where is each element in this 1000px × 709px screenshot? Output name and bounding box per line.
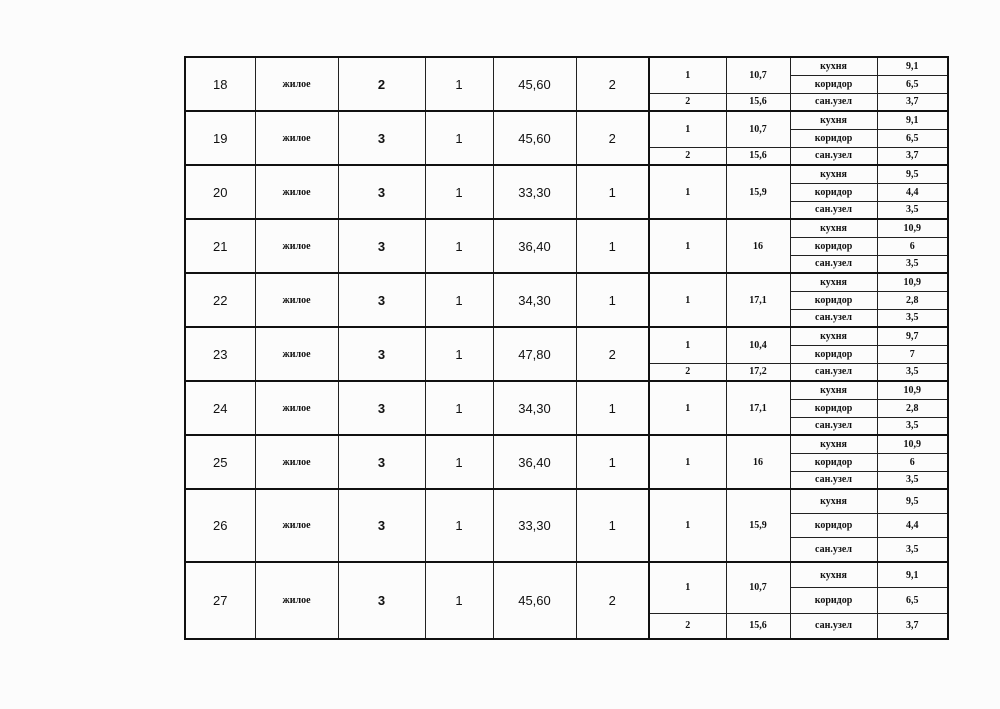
- apartment-row: [185, 435, 948, 489]
- apartment-row: [185, 489, 948, 562]
- living-room-number: 1: [649, 165, 726, 219]
- auxiliary-room-area: 9,1: [877, 57, 948, 75]
- apartment-section: 1: [425, 489, 493, 562]
- auxiliary-room-name: коридор: [790, 513, 877, 537]
- living-room-area: 15,6: [726, 93, 790, 111]
- apartment-row: [185, 219, 948, 273]
- apartment-section: 1: [425, 165, 493, 219]
- apartment-section: 1: [425, 111, 493, 165]
- auxiliary-room-area: 3,5: [877, 363, 948, 381]
- apartment-type: жилое: [255, 57, 338, 111]
- auxiliary-room-area: 9,5: [877, 489, 948, 513]
- auxiliary-room-name: кухня: [790, 381, 877, 399]
- auxiliary-room-area: 3,7: [877, 613, 948, 639]
- apartment-area: 45,60: [493, 562, 576, 639]
- apartment-type: жилое: [255, 165, 338, 219]
- auxiliary-room-area: 3,7: [877, 147, 948, 165]
- apartment-number: 25: [185, 435, 255, 489]
- auxiliary-room-name: кухня: [790, 435, 877, 453]
- living-room-area: 17,2: [726, 363, 790, 381]
- apartment-area: 33,30: [493, 165, 576, 219]
- living-room-area: 15,9: [726, 489, 790, 562]
- apartment-area: 47,80: [493, 327, 576, 381]
- auxiliary-room-area: 6,5: [877, 75, 948, 93]
- auxiliary-room-name: кухня: [790, 57, 877, 75]
- auxiliary-room-name: кухня: [790, 273, 877, 291]
- living-room-number: 1: [649, 57, 726, 93]
- apartment-area: 45,60: [493, 57, 576, 111]
- apartment-number: 20: [185, 165, 255, 219]
- living-room-number: 1: [649, 219, 726, 273]
- living-room-number: 2: [649, 147, 726, 165]
- apartment-number: 19: [185, 111, 255, 165]
- living-room-area: 16: [726, 219, 790, 273]
- auxiliary-room-area: 10,9: [877, 219, 948, 237]
- living-room-number: 2: [649, 613, 726, 639]
- auxiliary-room-area: 3,7: [877, 93, 948, 111]
- apartment-type: жилое: [255, 111, 338, 165]
- apartment-section: 1: [425, 219, 493, 273]
- living-room-number: 2: [649, 93, 726, 111]
- apartment-rooms: 1: [576, 435, 649, 489]
- apartment-floor: 3: [338, 435, 425, 489]
- apartment-type: жилое: [255, 381, 338, 435]
- auxiliary-room-area: 3,5: [877, 255, 948, 273]
- apartment-type: жилое: [255, 273, 338, 327]
- living-room-number: 1: [649, 327, 726, 363]
- apartment-floor: 3: [338, 381, 425, 435]
- apartment-row: [185, 327, 948, 381]
- auxiliary-room-area: 7: [877, 345, 948, 363]
- auxiliary-room-area: 3,5: [877, 538, 948, 562]
- apartment-type: жилое: [255, 489, 338, 562]
- living-room-area: 17,1: [726, 381, 790, 435]
- apartment-number: 26: [185, 489, 255, 562]
- living-room-area: 16: [726, 435, 790, 489]
- apartment-row: [185, 381, 948, 435]
- apartment-floor: 3: [338, 489, 425, 562]
- apartment-section: 1: [425, 273, 493, 327]
- auxiliary-room-name: коридор: [790, 75, 877, 93]
- apartment-number: 27: [185, 562, 255, 639]
- living-room-number: 1: [649, 435, 726, 489]
- living-room-area: 17,1: [726, 273, 790, 327]
- auxiliary-room-area: 9,1: [877, 562, 948, 588]
- living-room-area: 15,6: [726, 147, 790, 165]
- auxiliary-room-name: сан.узел: [790, 613, 877, 639]
- apartment-row: [185, 273, 948, 327]
- apartment-type: жилое: [255, 327, 338, 381]
- auxiliary-room-name: сан.узел: [790, 309, 877, 327]
- apartment-floor: 3: [338, 165, 425, 219]
- living-room-area: 10,7: [726, 562, 790, 613]
- apartment-area: 33,30: [493, 489, 576, 562]
- auxiliary-room-name: кухня: [790, 219, 877, 237]
- apartment-area: 34,30: [493, 381, 576, 435]
- auxiliary-room-area: 3,5: [877, 417, 948, 435]
- apartment-section: 1: [425, 381, 493, 435]
- auxiliary-room-name: кухня: [790, 111, 877, 129]
- living-room-area: 10,4: [726, 327, 790, 363]
- auxiliary-room-area: 9,7: [877, 327, 948, 345]
- apartment-type: жилое: [255, 562, 338, 639]
- apartment-type: жилое: [255, 435, 338, 489]
- auxiliary-room-name: коридор: [790, 237, 877, 255]
- apartments-table: [184, 56, 949, 640]
- auxiliary-room-name: коридор: [790, 588, 877, 614]
- apartment-number: 22: [185, 273, 255, 327]
- apartment-floor: 3: [338, 273, 425, 327]
- living-room-area: 15,9: [726, 165, 790, 219]
- apartment-section: 1: [425, 435, 493, 489]
- apartment-floor: 2: [338, 57, 425, 111]
- living-room-number: 1: [649, 381, 726, 435]
- auxiliary-room-area: 9,5: [877, 165, 948, 183]
- auxiliary-room-area: 10,9: [877, 435, 948, 453]
- auxiliary-room-name: сан.узел: [790, 147, 877, 165]
- apartment-row: [185, 165, 948, 219]
- auxiliary-room-name: коридор: [790, 453, 877, 471]
- apartment-area: 36,40: [493, 219, 576, 273]
- auxiliary-room-name: кухня: [790, 327, 877, 345]
- apartment-floor: 3: [338, 327, 425, 381]
- living-room-number: 1: [649, 489, 726, 562]
- auxiliary-room-area: 6: [877, 237, 948, 255]
- apartment-floor: 3: [338, 562, 425, 639]
- apartment-row: [185, 111, 948, 165]
- auxiliary-room-area: 4,4: [877, 183, 948, 201]
- auxiliary-room-name: сан.узел: [790, 363, 877, 381]
- auxiliary-room-name: сан.узел: [790, 417, 877, 435]
- apartment-number: 18: [185, 57, 255, 111]
- auxiliary-room-name: кухня: [790, 489, 877, 513]
- auxiliary-room-area: 6,5: [877, 588, 948, 614]
- apartment-rooms: 2: [576, 562, 649, 639]
- apartment-type: жилое: [255, 219, 338, 273]
- apartment-section: 1: [425, 57, 493, 111]
- auxiliary-room-name: сан.узел: [790, 93, 877, 111]
- living-room-area: 15,6: [726, 613, 790, 639]
- living-room-area: 10,7: [726, 57, 790, 93]
- auxiliary-room-name: коридор: [790, 129, 877, 147]
- apartment-area: 34,30: [493, 273, 576, 327]
- apartment-rooms: 2: [576, 57, 649, 111]
- auxiliary-room-area: 2,8: [877, 291, 948, 309]
- auxiliary-room-name: коридор: [790, 399, 877, 417]
- living-room-number: 1: [649, 111, 726, 147]
- auxiliary-room-area: 6: [877, 453, 948, 471]
- auxiliary-room-name: сан.узел: [790, 538, 877, 562]
- auxiliary-room-name: сан.узел: [790, 471, 877, 489]
- auxiliary-room-area: 4,4: [877, 513, 948, 537]
- auxiliary-room-area: 10,9: [877, 273, 948, 291]
- apartment-floor: 3: [338, 111, 425, 165]
- auxiliary-room-name: коридор: [790, 345, 877, 363]
- auxiliary-room-area: 3,5: [877, 309, 948, 327]
- auxiliary-room-name: кухня: [790, 165, 877, 183]
- auxiliary-room-name: коридор: [790, 291, 877, 309]
- apartment-number: 23: [185, 327, 255, 381]
- auxiliary-room-name: кухня: [790, 562, 877, 588]
- apartment-rooms: 1: [576, 381, 649, 435]
- apartment-number: 24: [185, 381, 255, 435]
- apartment-section: 1: [425, 562, 493, 639]
- auxiliary-room-area: 10,9: [877, 381, 948, 399]
- apartment-rooms: 1: [576, 273, 649, 327]
- auxiliary-room-area: 3,5: [877, 471, 948, 489]
- apartment-rooms: 1: [576, 489, 649, 562]
- living-room-number: 1: [649, 562, 726, 613]
- apartment-area: 45,60: [493, 111, 576, 165]
- auxiliary-room-name: сан.узел: [790, 255, 877, 273]
- living-room-number: 2: [649, 363, 726, 381]
- apartment-rooms: 2: [576, 327, 649, 381]
- living-room-area: 10,7: [726, 111, 790, 147]
- apartment-section: 1: [425, 327, 493, 381]
- apartment-number: 21: [185, 219, 255, 273]
- auxiliary-room-area: 3,5: [877, 201, 948, 219]
- apartment-area: 36,40: [493, 435, 576, 489]
- living-room-number: 1: [649, 273, 726, 327]
- apartment-rooms: 2: [576, 111, 649, 165]
- apartment-row: [185, 562, 948, 639]
- auxiliary-room-area: 6,5: [877, 129, 948, 147]
- apartment-floor: 3: [338, 219, 425, 273]
- auxiliary-room-name: сан.узел: [790, 201, 877, 219]
- apartment-row: [185, 57, 948, 111]
- apartment-rooms: 1: [576, 219, 649, 273]
- apartment-rooms: 1: [576, 165, 649, 219]
- auxiliary-room-area: 9,1: [877, 111, 948, 129]
- auxiliary-room-area: 2,8: [877, 399, 948, 417]
- auxiliary-room-name: коридор: [790, 183, 877, 201]
